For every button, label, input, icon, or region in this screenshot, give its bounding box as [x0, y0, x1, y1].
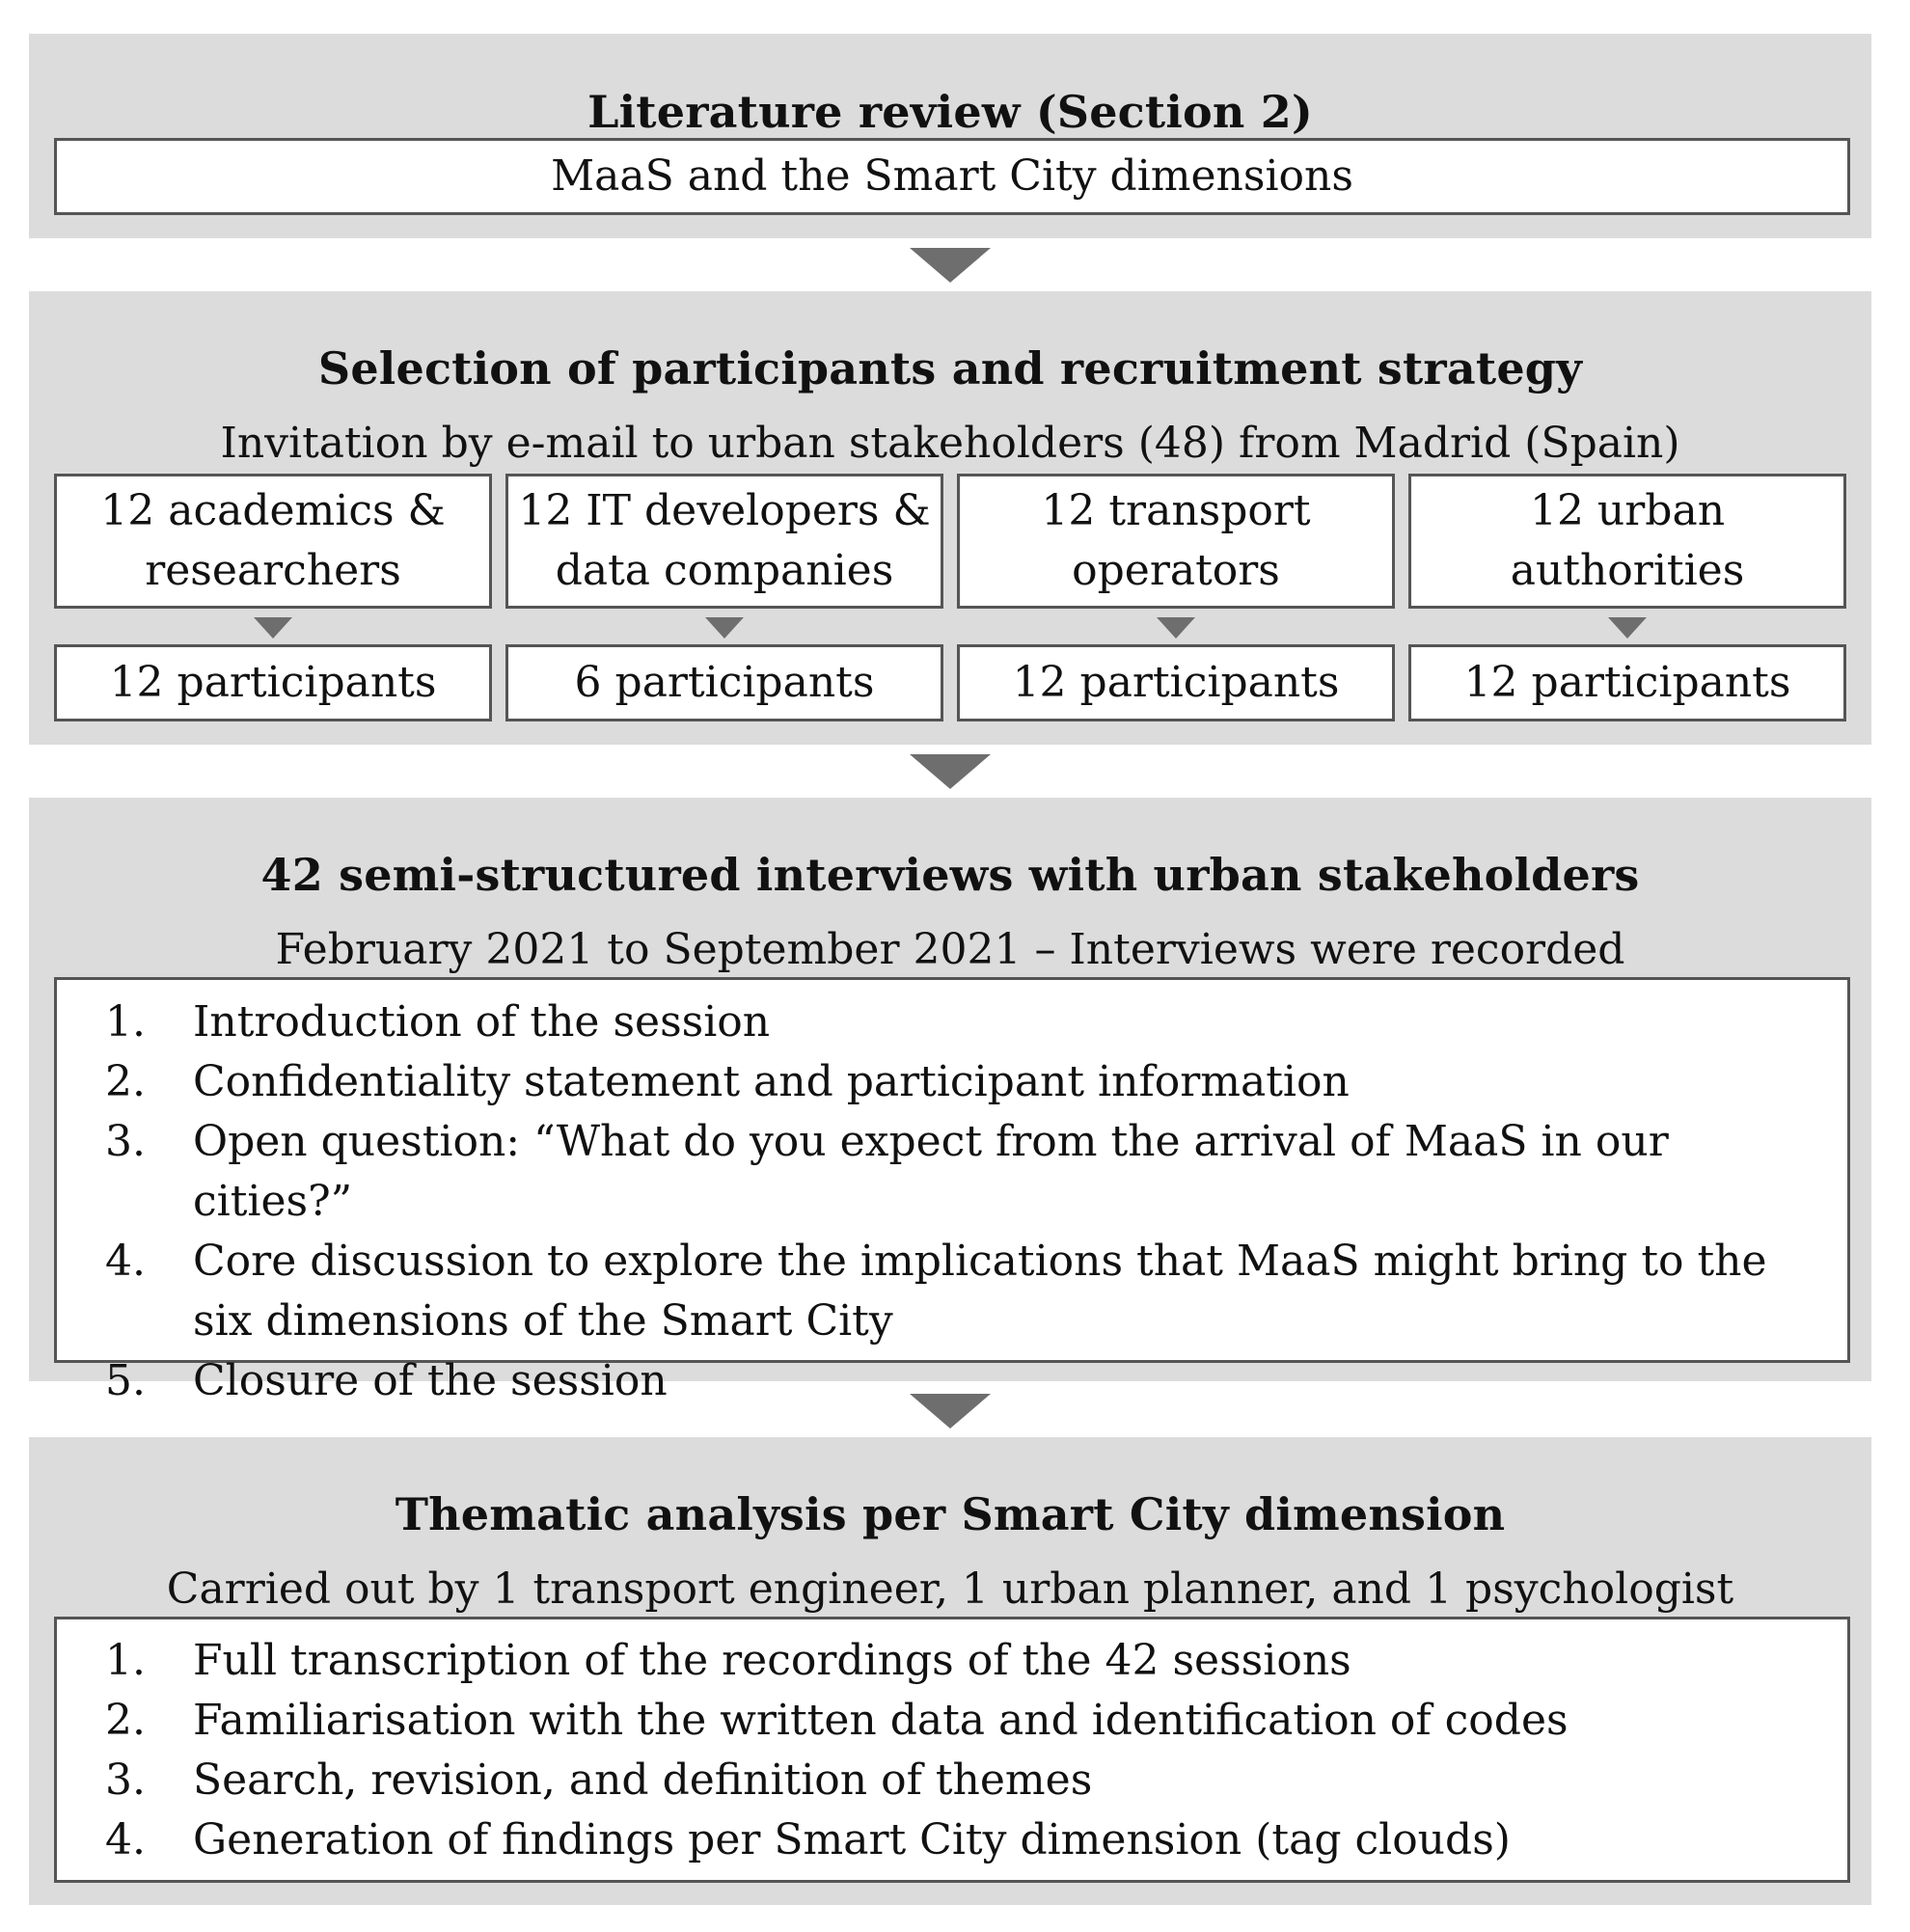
group-label-line1: 12 transport [1041, 486, 1311, 535]
analysis-title: Thematic analysis per Smart City dimension [395, 1488, 1506, 1540]
analysis-steps-box [54, 1617, 1850, 1883]
group-box-transport-operators [957, 474, 1395, 609]
group-label-line2: data companies [555, 546, 894, 595]
list-item: 2. Familiarisation with the written data and identification of codes [105, 1696, 1569, 1745]
selection-subtitle: Invitation by e-mail to urban stakeholders (48) from Madrid (Spain) [220, 419, 1680, 468]
group-label-line1: 12 academics & [100, 486, 446, 535]
arrow-down-icon [1608, 617, 1647, 639]
literature-review-box [54, 138, 1850, 215]
participants-count: 6 participants [574, 658, 875, 707]
participants-box-academics [54, 644, 492, 721]
participants-box-transport-operators [957, 644, 1395, 721]
group-label-line2: operators [1072, 546, 1280, 595]
interviews-section [29, 798, 1871, 1405]
group-box-it-developers [505, 474, 943, 609]
literature-review-box-text: MaaS and the Smart City dimensions [551, 151, 1353, 201]
participants-box-urban-authorities [1408, 644, 1846, 721]
group-label-line1: 12 IT developers & [518, 486, 931, 535]
participants-count: 12 participants [1463, 658, 1791, 707]
interview-steps-list [105, 993, 1828, 1411]
arrow-down-icon [254, 617, 292, 639]
literature-review-title: Literature review (Section 2) [587, 86, 1313, 138]
participants-count: 12 participants [1012, 658, 1340, 707]
literature-review-section [29, 34, 1871, 238]
arrow-down-icon [705, 617, 744, 639]
group-label-line1: 12 urban [1529, 486, 1726, 535]
group-box-urban-authorities [1408, 474, 1846, 609]
analysis-section [29, 1437, 1871, 1905]
arrow-down-icon [910, 1394, 991, 1429]
arrow-down-icon [910, 754, 991, 789]
arrow-down-icon [910, 248, 991, 283]
analysis-steps-list [105, 1631, 1828, 1870]
participants-count: 12 participants [109, 658, 437, 707]
analysis-subtitle: Carried out by 1 transport engineer, 1 urban planner, and 1 psychologist [166, 1565, 1734, 1614]
list-item: 3. Search, revision, and definition of themes [105, 1755, 1093, 1805]
list-item: 2. Confidentiality statement and participant information [105, 1057, 1350, 1106]
interviews-subtitle: February 2021 to September 2021 – Interviews were recorded [275, 925, 1625, 974]
group-label-line2: authorities [1510, 546, 1745, 595]
selection-section [29, 291, 1871, 745]
list-item: 4. Generation of findings per Smart City dimension (tag clouds) [105, 1815, 1511, 1864]
selection-title: Selection of participants and recruitment strategy [317, 342, 1583, 395]
interviews-title: 42 semi-structured interviews with urban stakeholders [260, 849, 1640, 901]
list-item: 1. Full transcription of the recordings of the 42 sessions [105, 1636, 1351, 1685]
group-label-line2: researchers [145, 546, 401, 595]
list-item: 5. Closure of the session [105, 1356, 668, 1405]
interview-steps-box [54, 977, 1850, 1405]
participants-box-it-developers [505, 644, 943, 721]
list-item: 3. Open question: “What do you expect from the arrival of MaaS in our cities?” [105, 1117, 1669, 1226]
list-item: 4. Core discussion to explore the implications that MaaS might bring to the six dimensions of the Smart City [105, 1237, 1767, 1346]
list-item: 1. Introduction of the session [105, 997, 771, 1047]
arrow-down-icon [1157, 617, 1195, 639]
group-box-academics [54, 474, 492, 609]
